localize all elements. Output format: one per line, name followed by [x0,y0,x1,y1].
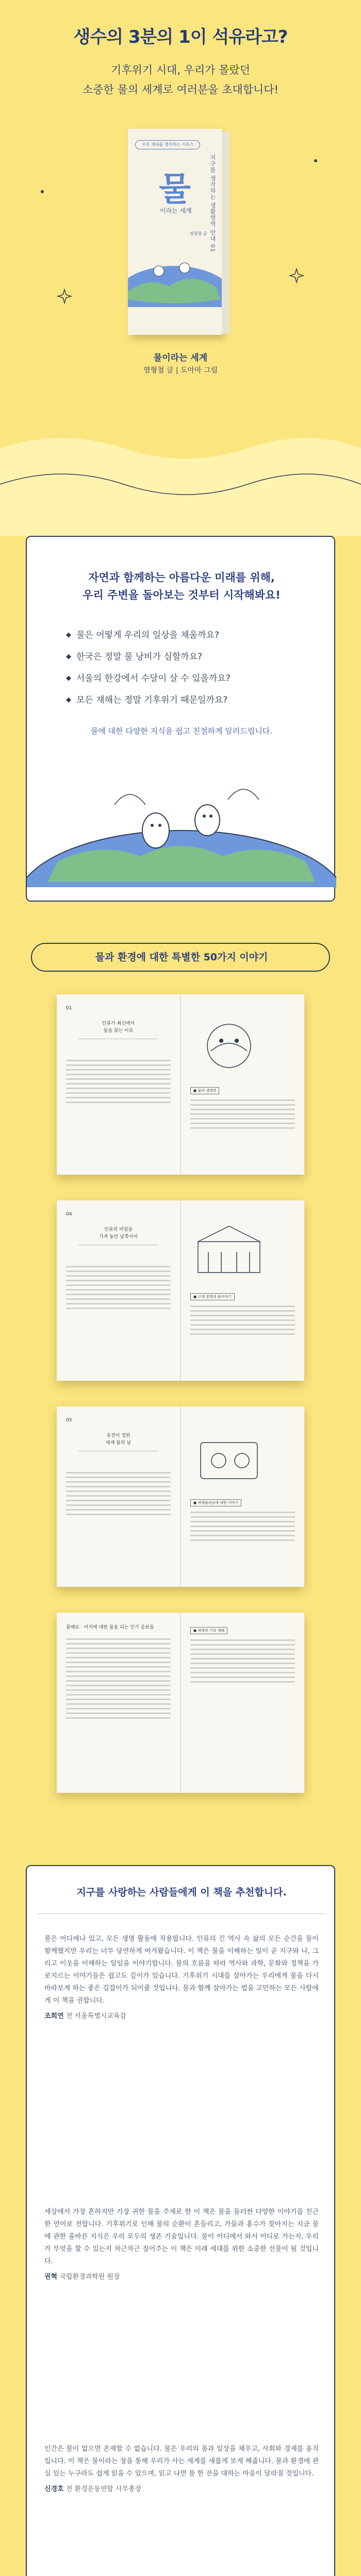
recommender-name: 조희연 [44,2012,64,2020]
spread-right-page [181,1406,304,1587]
recommender-name: 권혁 [44,2273,58,2281]
intro-heading-line1: 자연과 함께하는 아름다운 미래를 위해, [88,571,275,584]
chapter-illustration [190,1015,268,1077]
body-text-lines [190,1306,295,1335]
stories-section [0,927,361,1844]
chapter-number: 01 [66,1006,72,1011]
recommend-entry [44,2206,319,2283]
bullet-icon: ◆ [66,696,71,704]
star-icon [289,268,304,283]
section-label: ● 물의 생명력 [190,1087,219,1094]
sparkle-icon [309,155,322,167]
book-cover-image [128,129,229,335]
book-vertical-text: 지구를 생각하는 생활영역 안내 01 [209,155,216,252]
earth-illustration [128,250,222,307]
book-front [128,129,222,335]
chapter-title: 유전이 정한 세계 물의 날 [105,1433,132,1446]
bullet-icon: ◆ [66,631,71,639]
recommender-role: 전 환경운동연합 사무총장 [65,2485,142,2493]
recommend-entry [44,1933,319,2023]
book-title-big: 물 [159,171,191,209]
body-text-lines [190,1639,295,1683]
chapter-title: 인류의 비밀을 가져 놓인 남쪽이아 [99,1227,138,1240]
stories-banner [31,943,330,972]
chapter-title: 인류가 최선에서 물을 찾는 이유 [102,1021,135,1033]
hero-subtitle-line2: 소중한 물의 세계로 여러분을 초대합니다! [83,83,278,96]
body-text-lines [190,1099,295,1129]
intro-note: 물에 대한 다양한 지식을 쉽고 친절하게 알려드립니다. [90,726,273,736]
recommend-panel [26,1865,335,2576]
spread-left-page [57,1613,180,1793]
intro-heading-line2: 우리 주변을 돌아보는 것부터 시작해봐요! [83,589,281,601]
book-spread [57,1406,304,1587]
sparkle-icon [36,185,48,198]
chapter-title: 물때로 · 미지에 대한 물을 되는 인기 음료들 [66,1625,154,1630]
recommender-role: 전 서울특별시교육감 [65,2012,126,2020]
recommend-text: 세상에서 가장 흔하지만 가장 귀한 물을 주제로 한 이 책은 물을 둘러싼 다양한 이야기를 친근한 언어로 전합니다. 기후위기로 인해 물의 순환이 흔들리고, 가뭄과 홍수가 잦아지는 지금 물에 관한 올바른 지식은 우리 모두의 생존 기술입니다. 물이 어디에서 와서 어디로 가는지, 우리가 무엇을 할 수 있는지 차근차근 짚어주는 이 책은 미래 세대를 위한 소중한 선물이 될 것입니다. [44,2208,319,2265]
stories-banner-text: 물과 환경에 대한 특별한 50가지 이야기 [95,952,268,963]
recommender-name: 신경호 [44,2485,64,2493]
list-item: ◆ 모든 재해는 정말 기후위기 때문일까요? [66,689,303,711]
spread-right-page [181,1613,304,1793]
chapter-number: 04 [66,1212,72,1217]
book-title-small: 이라는 세계 [160,207,192,214]
hero-subtitle-line1: 기후위기 시대, 우리가 몰랐던 [110,64,251,76]
section-label: ● 세계물의날에 대한 이야기 [190,1499,241,1506]
body-text-lines [66,1638,171,1719]
book-spread [57,1200,304,1381]
spread-right-page [181,1200,304,1381]
question-list [66,624,303,711]
spread-left-page [57,994,180,1175]
book-author-tag: 염형철 글 [190,231,207,236]
earth-with-characters-illustration [27,753,336,887]
spread-left-page [57,1200,180,1381]
hero-section [0,0,361,536]
chapter-number: 05 [66,1418,72,1423]
book-caption: 물이라는 세계 [153,353,208,363]
spread-left-page [57,1406,180,1587]
book-spread [57,994,304,1175]
list-item: ◆ 서울의 한강에서 수달이 살 수 있을까요? [66,668,303,689]
book-series-tag: 우리 세대를 생각하는 시리즈 [135,140,200,149]
section-label: ● 세계의 기상 재해 [190,1627,227,1634]
recommend-text: 인간은 물이 없으면 존재할 수 없습니다. 물은 우리의 몸과 일상을 채우고, 사회와 경제를 움직입니다. 이 책은 물이라는 창을 통해 우리가 사는 세계를 새롭게 보게 해줍니다. 물과 환경에 관심 있는 누구라도 쉽게 읽을 수 있으며, 읽고 나면 물 한 잔을 대하는 마음이 달라질 것입니다. [44,2445,319,2478]
recommender-role: 국립환경과학원 원장 [59,2273,120,2281]
wave-decoration [0,407,361,536]
intro-heading [27,569,336,604]
list-item: ◆ 한국은 정말 물 낭비가 심할까요? [66,646,303,668]
book-spread [57,1613,304,1793]
intro-panel [26,536,335,902]
chapter-illustration [190,1221,268,1283]
body-text-lines [66,1060,171,1103]
bullet-icon: ◆ [66,674,71,682]
book-spine [222,132,230,334]
book-credits: 염형철 글 | 도아마 그림 [143,366,218,375]
hero-title: 생수의 3분의 1이 석유라고? [73,27,288,47]
recommend-entry [44,2443,319,2496]
chapter-illustration [190,1427,268,1489]
star-icon [57,289,72,304]
section-label: ● 고대 문명과 물이야기 [190,1293,235,1300]
list-item: ◆ 물은 어떻게 우리의 일상을 채울까요? [66,624,303,646]
spread-right-page [181,994,304,1175]
body-text-lines [190,1512,295,1541]
bullet-icon: ◆ [66,653,71,660]
divider [37,1913,326,1914]
recommend-heading: 지구를 사랑하는 사람들에게 이 책을 추천합니다. [76,1887,287,1898]
recommend-text: 물은 어디에나 있고, 모든 생명 활동에 작용합니다. 인류의 긴 역사 속 삶의 모든 순간을 물이 함께했지만 우리는 너무 당연하게 여겨왔습니다. 이 책은 물을 이해하는 일이 곧 지구와 나, 그리고 이웃을 이해하는 일임을 이야기합니다. 물의 흐름을 따라 역사와 과학, 문화와 정책을 가로지르는 이야기들은 쉽고도 깊이가 있습니다. 기후위기 시대를 살아가는 우리에게 물을 다시 바라보게 하는 좋은 길잡이가 되어줄 것입니다. 물과 함께 살아가는 법을 고민하는 모든 사람에게 이 책을 권합니다. [44,1935,319,2005]
body-text-lines [66,1266,171,1309]
body-text-lines [66,1472,171,1515]
